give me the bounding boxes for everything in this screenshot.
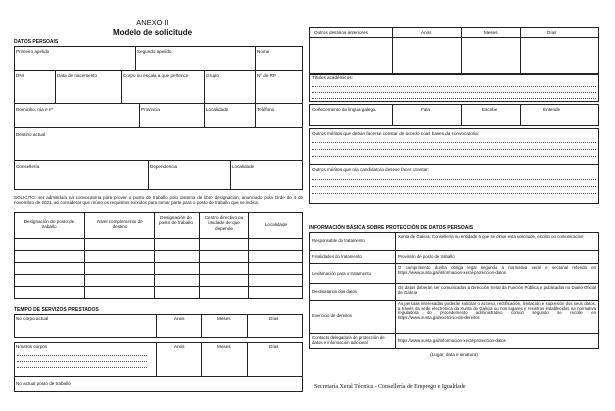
- col-divider: [84, 212, 85, 299]
- row-divider: [14, 70, 303, 71]
- posts-header-level: Nivel complemento de destino: [97, 219, 143, 230]
- dni-label: DNI: [16, 73, 24, 78]
- row-divider: [14, 127, 303, 128]
- col-divider: [156, 342, 157, 376]
- row-divider: [14, 250, 303, 251]
- row-divider: [14, 238, 303, 239]
- col-divider: [392, 27, 393, 75]
- dotted-line: [312, 149, 596, 150]
- dotted-line: [312, 142, 596, 143]
- col-divider: [520, 104, 521, 126]
- row-divider: [309, 283, 599, 284]
- col-divider: [461, 104, 462, 126]
- row-divider: [14, 262, 303, 263]
- request-text: SOLICITO: ser admitido/a na convocatoria para prover o posto de traballo polo sistema de libre designación, anunciado pola Orde do 4 de novembro de 2021, ao considerar que reúno os requisitos exixidos para tomar parte para o posto de traballo que se indica:: [14, 195, 303, 206]
- row-divider: [309, 37, 599, 38]
- other-bodies-days: Días: [269, 344, 279, 349]
- row-divider: [14, 286, 303, 287]
- col-divider: [199, 212, 200, 299]
- dotted-line: [312, 156, 596, 157]
- posts-header-locality: Localidade: [264, 222, 288, 227]
- footer-text: Secretaría Xeral Técnica - Consellería de Emprego e Igualdade: [314, 384, 466, 390]
- second-surname-label: Segundo apelido: [137, 49, 172, 54]
- dotted-line: [312, 193, 596, 194]
- academic-label: Títulos académicos:: [312, 75, 353, 80]
- dp-label-purpose: Finalidades do tratamento: [312, 254, 362, 259]
- personal-data-heading: DATOS PERSOAIS: [14, 39, 59, 45]
- galician-understand: Entende: [543, 107, 561, 112]
- dp-value-rights: As persoas interesadas poderán solicitar o acceso, rectificación, limitación e supresión dos seus datos, a través da sede electrónica da Xunta de Galicia ou nos lugares e rexistros establecidos na normativa reguladora do procedemento administrativo común segundo se recolle en https://www.xunta.gal/exercicio-de-dereitos: [398, 301, 596, 321]
- dp-value-contact: https://www.xunta.gal/informacion-xeral-proteccion-datos: [398, 338, 506, 343]
- name-label: Nome: [257, 49, 270, 54]
- col-divider: [248, 212, 249, 299]
- row-divider: [14, 160, 303, 161]
- row-divider: [309, 250, 599, 251]
- col-divider: [201, 342, 202, 376]
- annex-label: ANEXO II: [136, 18, 169, 27]
- candidate-merits-label: Outros méritos que o/a candidato/a desexe facer constar:: [312, 167, 429, 172]
- current-post-time-label: No actual posto de traballo: [16, 381, 71, 386]
- dp-label-legitimation: Lexitimación para o tratamento: [312, 271, 371, 276]
- phone-label: Teléfono: [257, 107, 275, 112]
- dotted-line: [17, 361, 147, 362]
- group-label: Grupo: [206, 73, 219, 78]
- row-divider: [309, 333, 599, 334]
- dp-label-responsible: Responsable do tratamento: [312, 238, 365, 243]
- page-title: Modelo de solicitude: [112, 27, 193, 37]
- col-divider: [247, 342, 248, 376]
- current-body-months: Meses: [217, 316, 231, 321]
- dotted-line: [312, 179, 596, 180]
- dotted-line: [17, 355, 147, 356]
- post-locality-label: Localidade: [232, 164, 255, 169]
- row-divider: [14, 274, 303, 275]
- dotted-line: [312, 186, 596, 187]
- current-body-box: [14, 314, 303, 338]
- galician-write: Escribe: [482, 107, 498, 112]
- col-divider: [156, 314, 157, 338]
- previous-months: Meses: [484, 30, 498, 35]
- posts-header-designation-2: Designación do posto de traballo: [159, 215, 193, 226]
- row-divider: [14, 103, 303, 104]
- posts-header-centre: Centro directivo ou unidade de que depende: [204, 215, 244, 231]
- birth-date-label: Data de nacemento: [57, 73, 98, 78]
- col-divider: [392, 104, 393, 126]
- current-body-days: Días: [269, 316, 279, 321]
- galician-speak: Fala: [421, 107, 430, 112]
- other-bodies-months: Meses: [217, 344, 231, 349]
- dp-value-purpose: Provisión de posto de traballo: [398, 254, 455, 259]
- dotted-line: [312, 98, 596, 99]
- dp-value-responsible: Xunta de Galicia. Consellería ou entidade á que se dirixe esta solicitude, escrito ou comunicación: [398, 234, 584, 239]
- row-divider: [14, 376, 303, 377]
- body-scale-label: Corpo ou escala a que pertence: [123, 73, 189, 78]
- services-heading: TEMPO DE SERVIZOS PRESTADOS: [14, 307, 99, 313]
- posts-header-designation: Designación do posto de traballo: [23, 219, 75, 230]
- col-divider: [154, 212, 155, 299]
- col-divider: [247, 314, 248, 338]
- col-divider: [461, 27, 462, 75]
- dp-label-recipients: Destinatarios dos datos: [312, 289, 357, 294]
- province-label: Provincia: [141, 107, 160, 112]
- address-label: Domicilio, rúa e nº: [16, 107, 54, 112]
- previous-years: Anos: [421, 30, 432, 35]
- first-surname-label: Primeiro apelido: [16, 49, 50, 54]
- other-bodies-label: Noutros corpos: [16, 344, 48, 349]
- data-protection-heading: INFORMACIÓN BÁSICA SOBRE PROTECCIÓN DE DATOS PERSOAIS: [309, 225, 474, 231]
- col-divider: [520, 27, 521, 75]
- galician-label: Coñecemento da lingua galega: [312, 107, 376, 112]
- rp-number-label: Nº de RP: [257, 73, 277, 78]
- ministry-label: Consellería: [16, 164, 40, 169]
- dotted-line: [17, 367, 147, 368]
- dotted-line: [312, 92, 596, 93]
- dp-label-rights: Exercicio de dereitos: [312, 313, 352, 318]
- previous-days: Días: [547, 30, 557, 35]
- locality-label: Localidade: [206, 107, 229, 112]
- other-merits-label: Outros méritos que deban facerse constar de acordo coas bases da convocatoria:: [312, 131, 480, 136]
- document-header: [0, 19, 305, 37]
- row-divider: [309, 263, 599, 264]
- previous-posts-label: Outros destinos anteriores: [314, 30, 368, 35]
- current-post-label: Destino actual: [16, 132, 46, 137]
- current-body-years: Anos: [174, 316, 185, 321]
- dp-value-recipients: Os datos deberán ser comunicados á Dirección Xeral da Función Pública e publicados no Diario Oficial de Galicia: [398, 285, 596, 295]
- current-body-label: No corpo actual: [16, 316, 49, 321]
- col-divider: [201, 314, 202, 338]
- dp-value-legitimation: O cumprimento dunha obriga legal segundo a normativa xeral e sectorial referida en https://www.xunta.gal/informacion-xeral-proteccion-datos: [398, 265, 596, 275]
- dotted-line: [312, 86, 596, 87]
- dp-label-contact: Contacto delegado/a de protección de datos e información adicional: [312, 335, 385, 345]
- unit-label: Dependencia: [150, 164, 178, 169]
- other-bodies-years: Anos: [174, 344, 185, 349]
- signature-label: (Lugar, data e sinatura): [430, 352, 478, 357]
